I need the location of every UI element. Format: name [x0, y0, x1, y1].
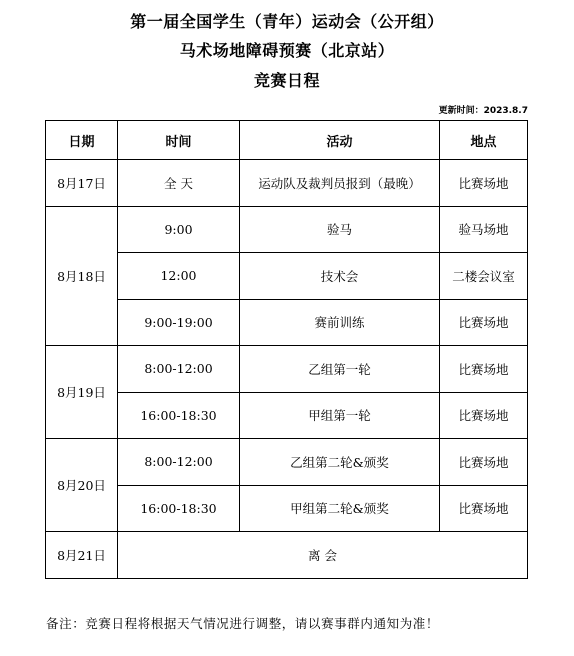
- time-cell: 8:00-12:00: [118, 346, 240, 393]
- location-cell: 比赛场地: [440, 392, 528, 439]
- activity-cell: 技术会: [240, 253, 440, 300]
- column-header-time: 时间: [118, 121, 240, 160]
- table-row: [46, 485, 528, 532]
- time-cell: 12:00: [118, 253, 240, 300]
- footer-note: 备注：竞赛日程将根据天气情况进行调整，请以赛事群内通知为准！: [46, 616, 440, 631]
- activity-cell: 乙组第二轮&颁奖: [240, 439, 440, 486]
- date-cell: 8月21日: [46, 532, 118, 579]
- document-subtitle: 马术场地障碍预赛（北京站）: [179, 41, 395, 60]
- activity-cell: 甲组第一轮: [240, 392, 440, 439]
- update-date: 更新时间：2023.8.7: [438, 106, 528, 116]
- time-cell: 16:00-18:30: [118, 485, 240, 532]
- activity-cell: 离 会: [118, 532, 528, 579]
- time-cell: 9:00: [118, 206, 240, 253]
- table-header-row: [46, 121, 528, 160]
- location-cell: 验马场地: [440, 206, 528, 253]
- column-header-activity: 活动: [240, 121, 440, 160]
- location-cell: 比赛场地: [440, 299, 528, 346]
- activity-cell: 甲组第二轮&颁奖: [240, 485, 440, 532]
- location-cell: 二楼会议室: [440, 253, 528, 300]
- table-row: [46, 346, 528, 393]
- time-cell: 全 天: [118, 160, 240, 207]
- location-cell: 比赛场地: [440, 485, 528, 532]
- document-title: 第一届全国学生（青年）运动会（公开组）: [130, 12, 444, 31]
- time-cell: 16:00-18:30: [118, 392, 240, 439]
- table-row: [46, 299, 528, 346]
- column-header-location: 地点: [440, 121, 528, 160]
- time-cell: 9:00-19:00: [118, 299, 240, 346]
- location-cell: 比赛场地: [440, 160, 528, 207]
- location-cell: 比赛场地: [440, 439, 528, 486]
- location-cell: 比赛场地: [440, 346, 528, 393]
- date-cell: 8月17日: [46, 160, 118, 207]
- schedule-heading: 竞赛日程: [253, 71, 320, 90]
- table-row: [46, 532, 528, 579]
- table-row: [46, 206, 528, 253]
- activity-cell: 乙组第一轮: [240, 346, 440, 393]
- table-row: [46, 439, 528, 486]
- column-header-date: 日期: [46, 121, 118, 160]
- table-row: [46, 253, 528, 300]
- table-row: [46, 392, 528, 439]
- date-cell: 8月19日: [46, 346, 118, 439]
- activity-cell: 运动队及裁判员报到（最晚）: [240, 160, 440, 207]
- table-row: [46, 160, 528, 207]
- date-cell: 8月18日: [46, 206, 118, 346]
- activity-cell: 赛前训练: [240, 299, 440, 346]
- time-cell: 8:00-12:00: [118, 439, 240, 486]
- schedule-table: [45, 120, 528, 579]
- date-cell: 8月20日: [46, 439, 118, 532]
- activity-cell: 验马: [240, 206, 440, 253]
